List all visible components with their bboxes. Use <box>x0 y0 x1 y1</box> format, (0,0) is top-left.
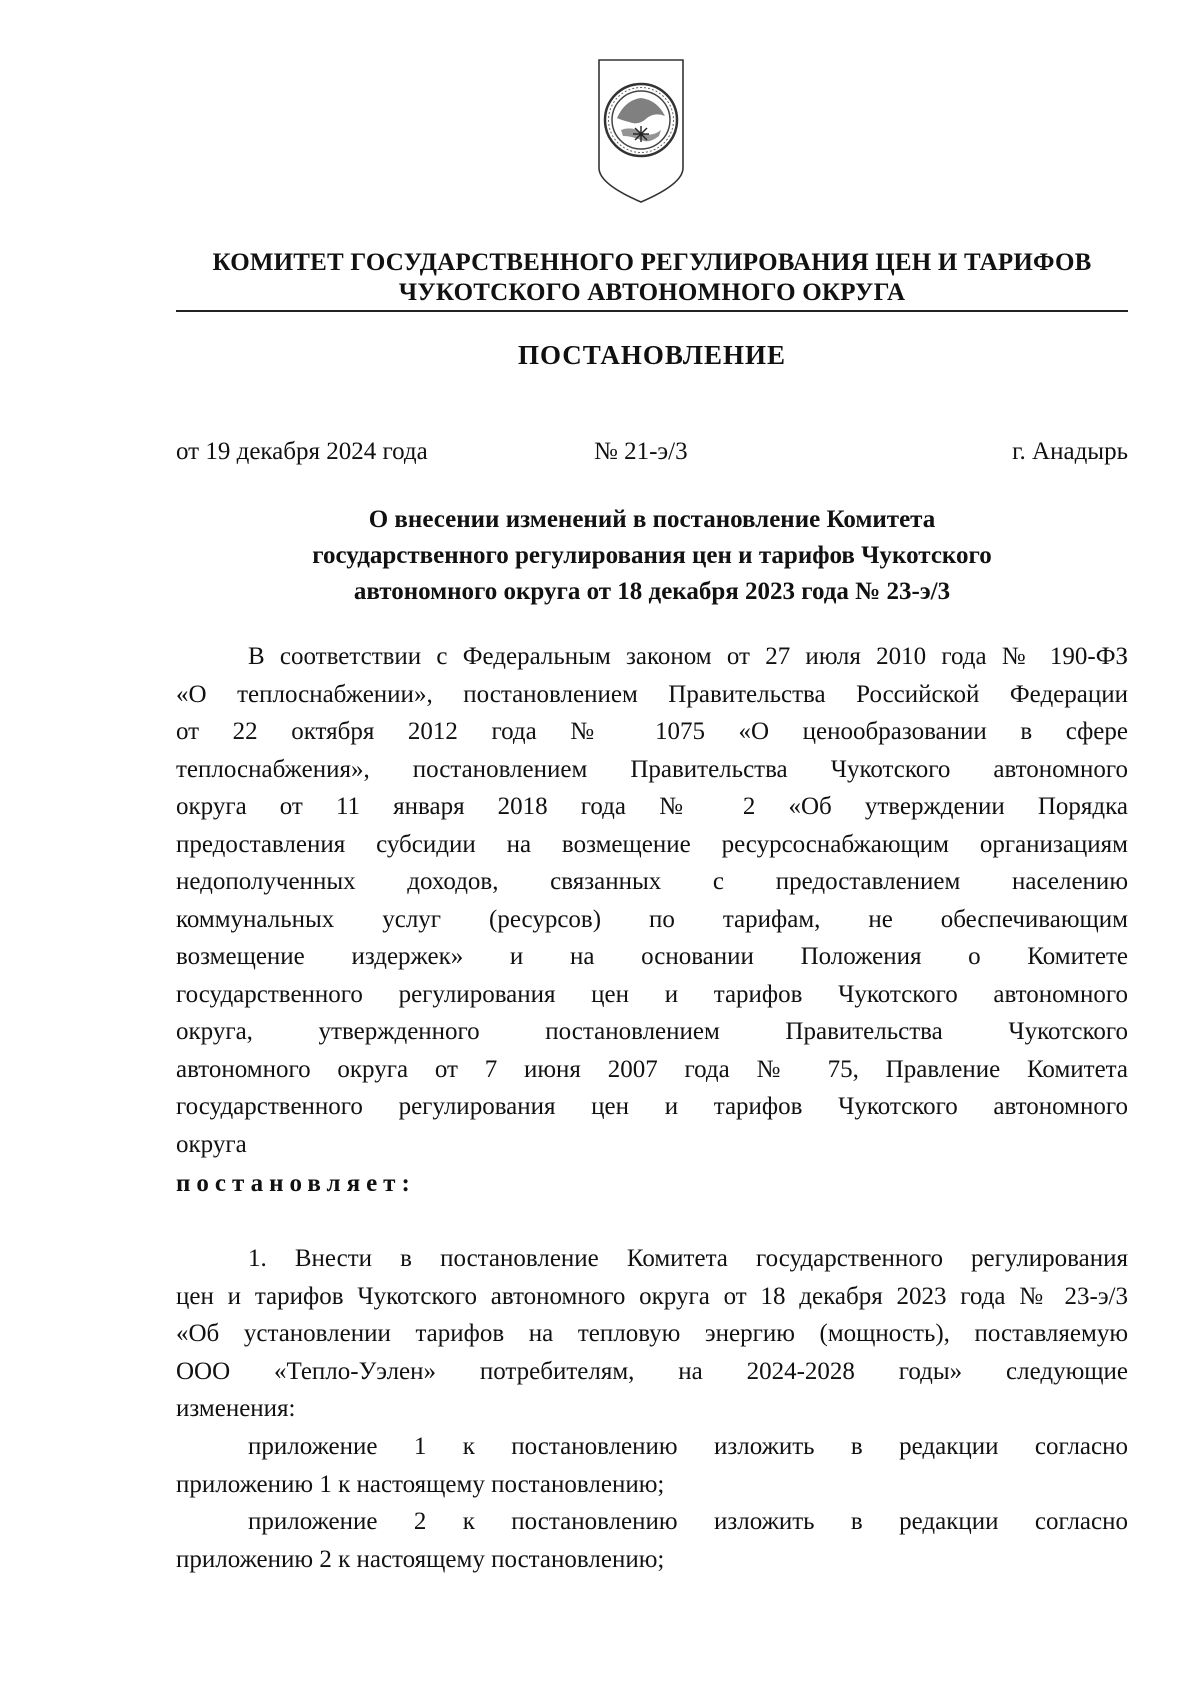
document-city: г. Анадырь <box>1012 438 1128 465</box>
text-line: теплоснабжения», постановлением Правительства Чукотского автономного <box>176 755 1128 783</box>
text-line: автономного округа от 7 июня 2007 года № 75, Правление Комитета <box>176 1055 1128 1083</box>
appendix-1-paragraph <box>176 1428 1128 1503</box>
text-line: государственного регулирования цен и тарифов Чукотского автономного <box>176 980 1128 1008</box>
text-line: коммунальных услуг (ресурсов) по тарифам, не обеспечивающим <box>176 905 1128 933</box>
text-line: изменения: <box>176 1395 296 1422</box>
text-line: возмещение издержек» и на основании Положения о Комитете <box>176 943 1128 970</box>
text-line: округа <box>176 1130 247 1158</box>
document-title <box>176 502 1128 610</box>
document-meta <box>176 438 1128 472</box>
appendix-2-paragraph <box>176 1503 1128 1578</box>
resolves-heading: постановляет: <box>176 1170 416 1197</box>
text-line: предоставления субсидии на возмещение ресурсоснабжающим организациям <box>176 830 1128 858</box>
text-line: округа от 11 января 2018 года № 2 «Об утверждении Порядка <box>176 793 1128 820</box>
text-line: ООО «Тепло-Уэлен» потребителям, на 2024-2028 годы» следующие <box>176 1357 1128 1385</box>
text-line: недополученных доходов, связанных с предоставлением населению <box>176 868 1128 895</box>
text-line: 1. Внести в постановление Комитета государственного регулирования <box>248 1245 1128 1272</box>
document-number: № 21-э/3 <box>594 438 688 465</box>
text-line: приложение 1 к постановлению изложить в редакции согласно <box>248 1433 1128 1460</box>
document-title-line1: О внесении изменений в постановление Комитета <box>368 506 936 533</box>
organization-name-line2: ЧУКОТСКОГО АВТОНОМНОГО ОКРУГА <box>398 279 906 306</box>
text-line: государственного регулирования цен и тарифов Чукотского автономного <box>176 1093 1128 1120</box>
text-line: приложение 2 к постановлению изложить в редакции согласно <box>248 1508 1128 1535</box>
text-line: «Об установлении тарифов на тепловую энергию (мощность), поставляемую <box>176 1320 1128 1347</box>
organization-name-line1: КОМИТЕТ ГОСУДАРСТВЕННОГО РЕГУЛИРОВАНИЯ ЦЕН И ТАРИФОВ <box>212 249 1092 276</box>
document-date: от 19 декабря 2024 года <box>176 438 428 465</box>
document-title-line3: автономного округа от 18 декабря 2023 года № 23-э/3 <box>353 578 951 605</box>
document-type: ПОСТАНОВЛЕНИЕ <box>517 340 787 370</box>
text-line: В соответствии с Федеральным законом от 27 июля 2010 года № 190-ФЗ <box>248 643 1128 670</box>
text-line: приложению 1 к настоящему постановлению; <box>176 1470 665 1498</box>
organization-header <box>176 248 1128 308</box>
item-1-paragraph <box>176 1240 1128 1428</box>
text-line: «О теплоснабжении», постановлением Правительства Российской Федерации <box>176 680 1128 708</box>
preamble-paragraph <box>176 638 1128 1163</box>
coat-of-arms-emblem-icon <box>595 56 687 206</box>
text-line: от 22 октября 2012 года № 1075 «О ценообразовании в сфере <box>176 718 1128 745</box>
document-title-line2: государственного регулирования цен и тарифов Чукотского <box>312 542 992 569</box>
header-divider <box>176 310 1128 312</box>
text-line: цен и тарифов Чукотского автономного округа от 18 декабря 2023 года № 23-э/3 <box>176 1282 1128 1310</box>
text-line: округа, утвержденного постановлением Правительства Чукотского <box>176 1018 1128 1045</box>
text-line: приложению 2 к настоящему постановлению; <box>176 1545 665 1573</box>
